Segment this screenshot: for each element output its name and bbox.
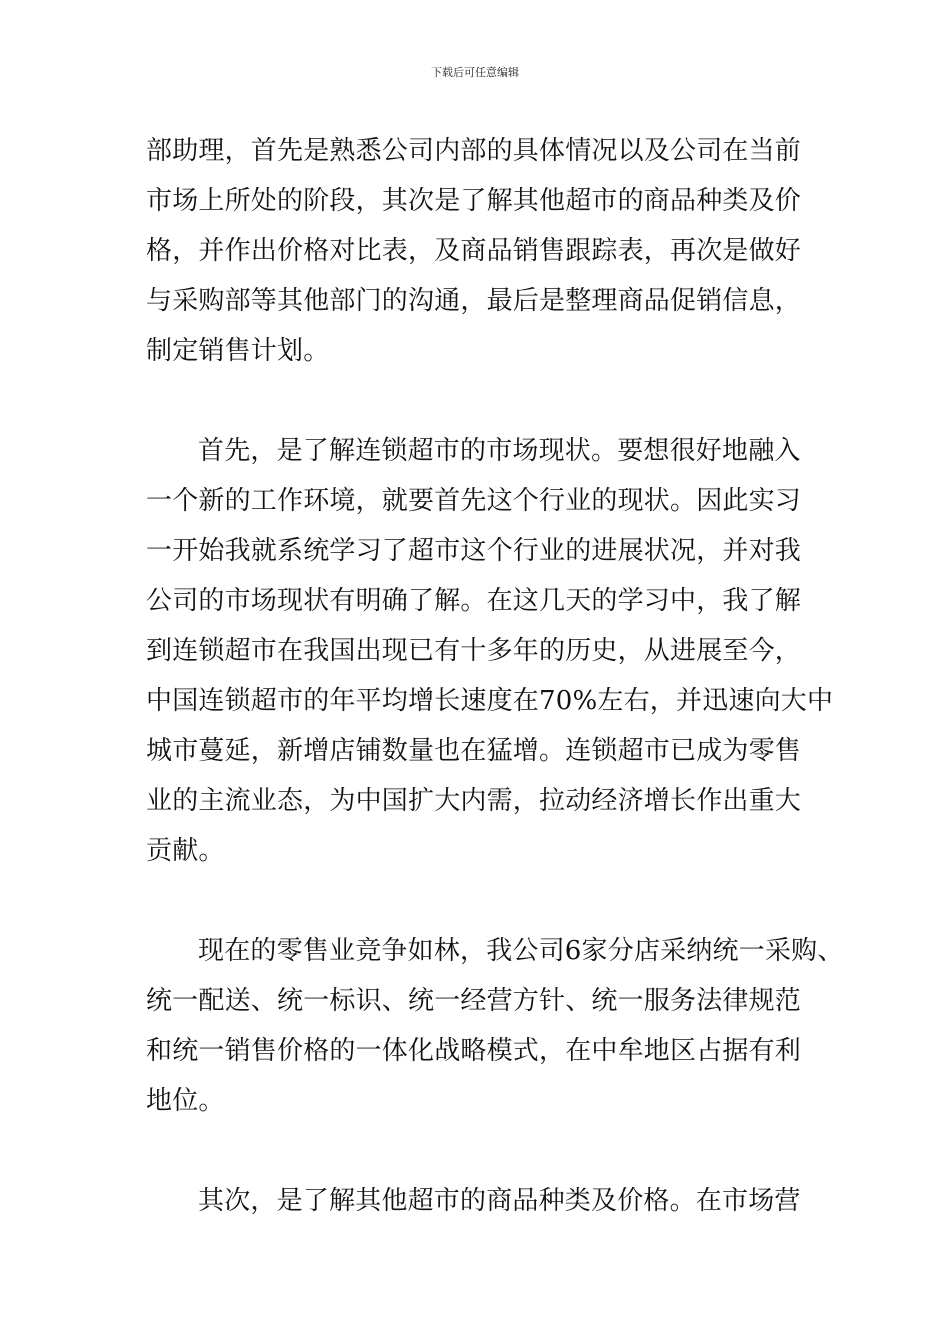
paragraph-gap	[146, 376, 816, 426]
text-line: 公司的市场现状有明确了解。在这几天的学习中，我了解	[146, 586, 802, 616]
paragraph-gap	[146, 1126, 816, 1176]
text-line: 首先，是了解连锁超市的市场现状。要想很好地融入	[198, 436, 801, 466]
page-header: 下载后可任意编辑	[431, 66, 519, 79]
document-body	[146, 126, 844, 1226]
text-line: 到连锁超市在我国出现已有十多年的历史，从进展至今，	[146, 636, 802, 666]
text-line: 业的主流业态，为中国扩大内需，拉动经济增长作出重大	[146, 786, 802, 816]
paragraph-gap	[146, 876, 816, 926]
text-line: 中国连锁超市的年平均增长速度在70%左右，并迅速向大中	[146, 686, 834, 716]
paragraph	[146, 926, 844, 1126]
paragraph	[146, 126, 816, 376]
text-line: 统一配送、统一标识、统一经营方针、统一服务法律规范	[146, 986, 802, 1016]
text-line: 市场上所处的阶段，其次是了解其他超市的商品种类及价	[146, 186, 802, 216]
text-line: 格，并作出价格对比表，及商品销售跟踪表，再次是做好	[146, 236, 802, 266]
text-line: 现在的零售业竞争如林，我公司6家分店采纳统一采购、	[198, 936, 844, 966]
text-line: 和统一销售价格的一体化战略模式，在中牟地区占据有利	[146, 1036, 802, 1066]
text-line: 制定销售计划。	[146, 336, 330, 366]
text-line: 一个新的工作环境，就要首先这个行业的现状。因此实习	[146, 486, 802, 516]
text-line: 部助理，首先是熟悉公司内部的具体情况以及公司在当前	[146, 136, 802, 166]
text-line: 地位。	[146, 1086, 225, 1116]
paragraph	[146, 1176, 816, 1226]
paragraph	[146, 426, 834, 876]
text-line: 贡献。	[146, 836, 225, 866]
text-line: 与采购部等其他部门的沟通，最后是整理商品促销信息，	[146, 286, 802, 316]
text-line: 一开始我就系统学习了超市这个行业的进展状况，并对我	[146, 536, 802, 566]
text-line: 其次，是了解其他超市的商品种类及价格。在市场营	[198, 1186, 801, 1216]
text-line: 城市蔓延，新增店铺数量也在猛增。连锁超市已成为零售	[146, 736, 802, 766]
